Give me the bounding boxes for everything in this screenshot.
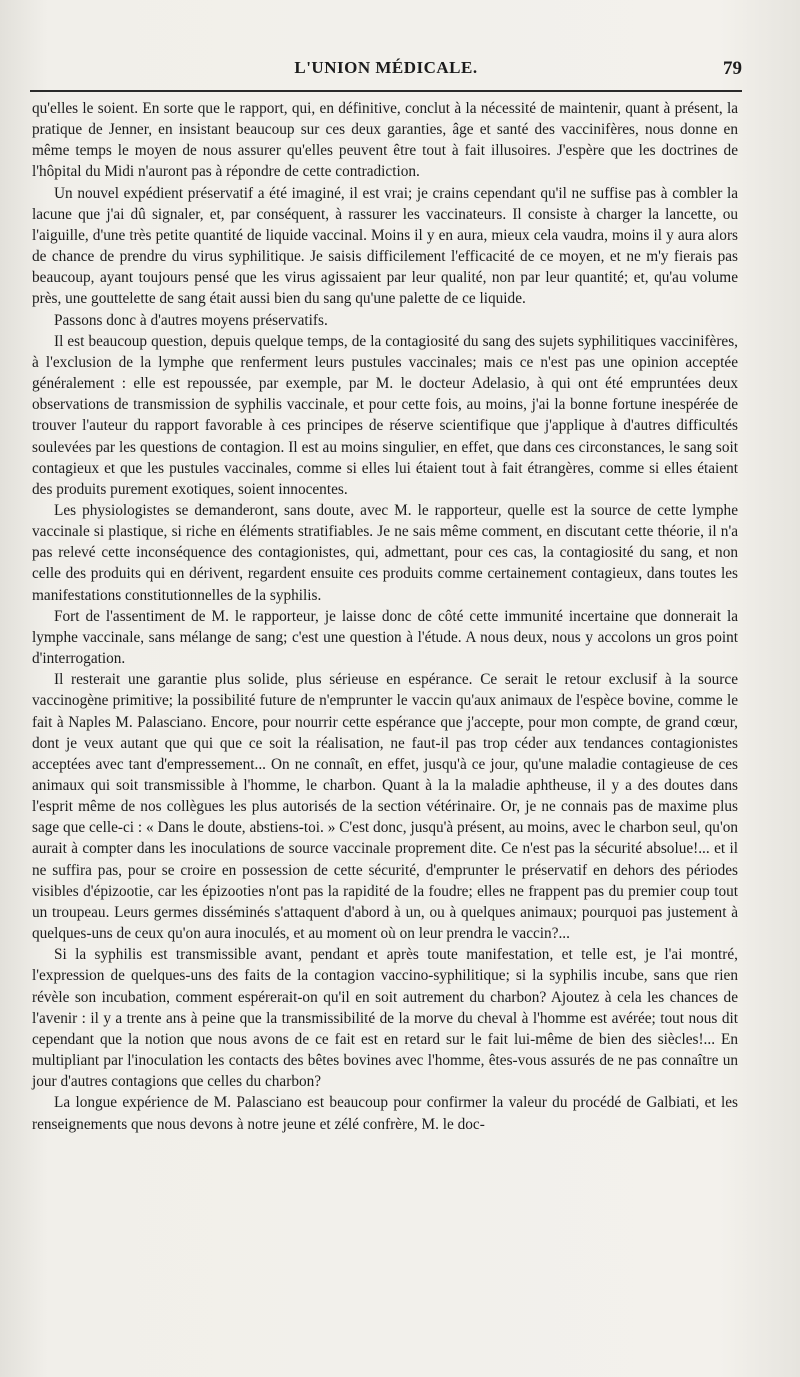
page-header: [30, 58, 742, 86]
paragraph: Il resterait une garantie plus solide, plus sérieuse en espérance. Ce serait le retour exclusif à la source vaccinogène primitive; la possibilité future de n'emprunter le vaccin qu'aux animaux de l'espèce bovine, comme le fait à Naples M. Palasciano. Encore, pour nourrir cette espérance que j'accepte, pour mon compte, de grand cœur, dont je veux autant que qui que ce soit la réalisation, ne faut-il pas trop céder aux tendances contagionistes acceptées avec tant d'empressement... On ne connaît, en effet, jusqu'à ce jour, qu'une maladie contagieuse de ces animaux qui soit transmissible à l'homme, le charbon. Quant à la la maladie aphtheuse, il y a des doutes dans l'esprit même de nos collègues les plus autorisés de la section vétérinaire. Or, je ne connais pas de maxime plus sage que celle-ci : « Dans le doute, abstiens-toi. » C'est donc, jusqu'à présent, au moins, avec le charbon seul, qu'on aurait à compter dans les inoculations de source vaccinale proprement dite. Ce n'est pas la sécurité absolue!... et il ne suffira pas, pour se croire en possession de cette sécurité, d'emprunter le préservatif en dehors des périodes visibles d'épizootie, car les épizooties n'ont pas la rapidité de la foudre; elles ne frappent pas du premier coup tout un troupeau. Leurs germes disséminés s'attaquent d'abord à un, ou à quelques animaux; pourquoi pas justement à quelques-uns de ceux qu'on aura inoculés, et au moment où on leur prendra le vaccin?...: [32, 671, 738, 943]
paragraph: Si la syphilis est transmissible avant, pendant et après toute manifestation, et telle est, je l'ai montré, l'expression de quelques-uns des faits de la contagion vaccino-syphilitique; si la syphilis incube, sans que rien révèle son incubation, comment espérerait-on qu'il en soit autrement du charbon? Ajoutez à cela les chances de l'avenir : il y a trente ans à peine que la transmissibilité de la morve du cheval à l'homme est avérée; tout nous dit cependant que la notion que nous avons de ce fait est en retard sur le fait lui-même de bien des siècles!... En multipliant par l'inoculation les contacts des bêtes bovines avec l'homme, êtes-vous assurés de ne pas connaître un jour d'autres contagions que celles du charbon?: [32, 946, 738, 1091]
header-rule: [30, 90, 742, 92]
paragraph: Les physiologistes se demanderont, sans doute, avec M. le rapporteur, quelle est la source de cette lymphe vaccinale si plastique, si riche en éléments stratifiables. Je ne sais même comment, en discutant cette théorie, il n'a pas relevé cette inconséquence des contagionistes, qui, admettant, pour ces cas, la contagiosité du sang, et non celle des produits qui en dérivent, regardent ensuite ces produits comme certainement contagieux, dans toutes les manifestations constitutionnelles de la syphilis.: [32, 501, 738, 604]
paragraph: Passons donc à d'autres moyens préservatifs.: [54, 311, 328, 329]
paragraph: Un nouvel expédient préservatif a été imaginé, il est vrai; je crains cependant qu'il ne suffise pas à combler la lacune que j'ai dû signaler, et, par conséquent, à rassurer les vaccinateurs. Il consiste à charger la lancette, ou l'aiguille, d'une très petite quantité de liquide vaccinal. Moins il y en aura, mieux cela vaudra, moins il y aura alors de chance de prendre du virus syphilitique. Je saisis difficilement l'efficacité de ce moyen, et ne m'y fierais pas beaucoup, ayant toujours pensé que les virus agissaient par leur qualité, non par leur quantité; et, qu'au volume près, une gouttelette de sang était aussi bien du sang qu'une palette de ce liquide.: [32, 184, 738, 308]
paragraph: Il est beaucoup question, depuis quelque temps, de la contagiosité du sang des sujets syphilitiques vaccinifères, à l'exclusion de la lymphe que renferment leurs pustules vaccinales; mais ce n'est pas une opinion acceptée généralement : elle est repoussée, par exemple, par M. le docteur Adelasio, à qui ont été empruntées deux observations de transmission de syphilis vaccinale, et pour cette fois, au moins, j'ai la bonne fortune inespérée de trouver l'auteur du rapport favorable à ces principes de réserve scientifique que j'applique à d'autres difficultés soulevées par les questions de contagion. Il est au moins singulier, en effet, que dans ces circonstances, le sang soit contagieux et que les pustules vaccinales, comme si elles lui étaient tout à fait étrangères, comme si elles étaient des produits purement exotiques, soient innocentes.: [32, 332, 738, 498]
paragraph: Fort de l'assentiment de M. le rapporteur, je laisse donc de côté cette immunité incertaine que donnerait la lymphe vaccinale, sans mélange de sang; c'est une question à l'étude. A nous deux, nous y accolons un gros point d'interrogation.: [32, 607, 738, 668]
article-body: [32, 98, 738, 1135]
page-number: 79: [723, 58, 742, 79]
paragraph: La longue expérience de M. Palasciano est beaucoup pour confirmer la valeur du procédé de Galbiati, et les renseignements que nous devons à notre jeune et zélé confrère, M. le doc-: [32, 1094, 738, 1133]
paragraph: qu'elles le soient. En sorte que le rapport, qui, en définitive, conclut à la nécessité de maintenir, quant à présent, la pratique de Jenner, en insistant beaucoup sur ces deux garanties, âge et santé des vaccinifères, nous donne en même temps le moyen de nous assurer qu'elles peuvent être tout à fait illusoires. J'espère que les doctrines de l'hôpital du Midi n'auront pas à répondre de cette contradiction.: [32, 100, 738, 181]
journal-title: L'UNION MÉDICALE.: [294, 58, 478, 77]
